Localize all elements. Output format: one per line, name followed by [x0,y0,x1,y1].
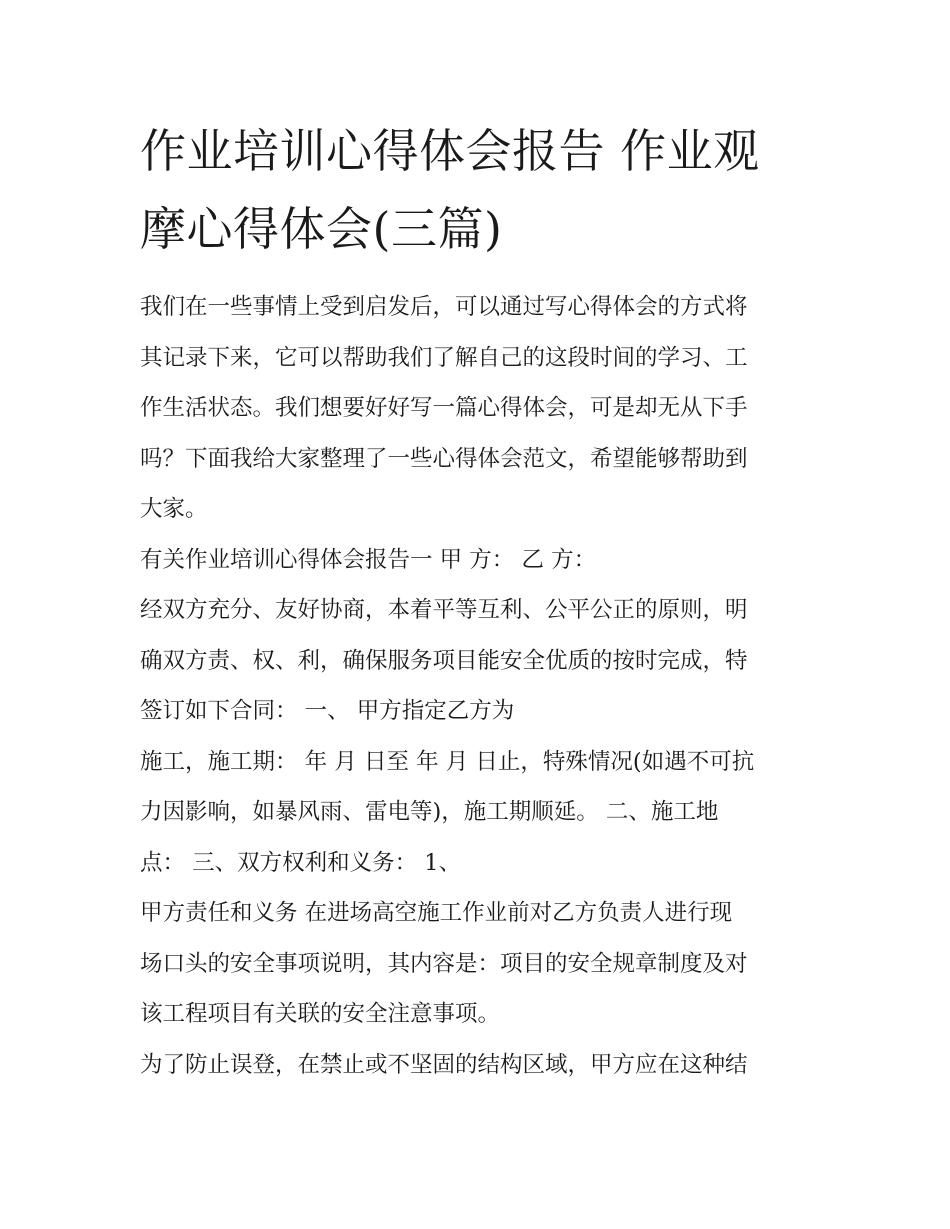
text-line: 有关作业培训心得体会报告一 甲 方： 乙 方： [140,546,597,573]
text-line: 其记录下来，它可以帮助我们了解自己的这段时间的学习、工 [140,344,748,371]
safety-paragraph [140,1040,812,1091]
contract-preamble-paragraph [140,585,812,737]
document-page [140,112,812,1090]
contract-header-paragraph [140,535,812,586]
text-line: 经双方充分、友好协商，本着平等互利、公平公正的原则，明 [140,597,748,623]
text-line: 作生活状态。我们想要好好写一篇心得体会，可是却无从下手 [140,395,748,421]
text-line: 为了防止误登，在禁止或不坚固的结构区域，甲方应在这种结 [140,1051,748,1078]
text-line: 点： 三、双方权利和义务： 1、 [140,849,462,876]
text-line: 场口头的安全事项说明，其内容是：项目的安全规章制度及对 [140,950,748,977]
text-line: 吗？下面我给大家整理了一些心得体会范文，希望能够帮助到 [140,445,748,472]
text-line: 确双方责、权、利，确保服务项目能安全优质的按时完成，特 [140,647,748,674]
text-line: 施工，施工期： 年 月 日至 年 月 日止，特殊情况(如遇不可抗 [140,748,755,775]
text-line: 该工程项目有关联的安全注意事项。 [140,1001,501,1027]
title-line: 摩心得体会(三篇) [140,202,503,256]
construction-period-paragraph [140,737,812,889]
text-line: 我们在一些事情上受到启发后，可以通过写心得体会的方式将 [140,294,748,320]
text-line: 力因影响，如暴风雨、雷电等)，施工期顺延。 二、施工地 [140,799,719,825]
text-line: 甲方责任和义务 在进场高空施工作业前对乙方负责人进行现 [140,900,733,926]
text-line: 大家。 [140,496,208,522]
document-title [140,112,812,268]
intro-paragraph [140,282,812,535]
text-line: 签订如下合同： 一、 甲方指定乙方为 [140,698,515,724]
party-a-duties-paragraph [140,888,812,1040]
title-line: 作业培训心得体会报告 作业观 [140,124,760,178]
